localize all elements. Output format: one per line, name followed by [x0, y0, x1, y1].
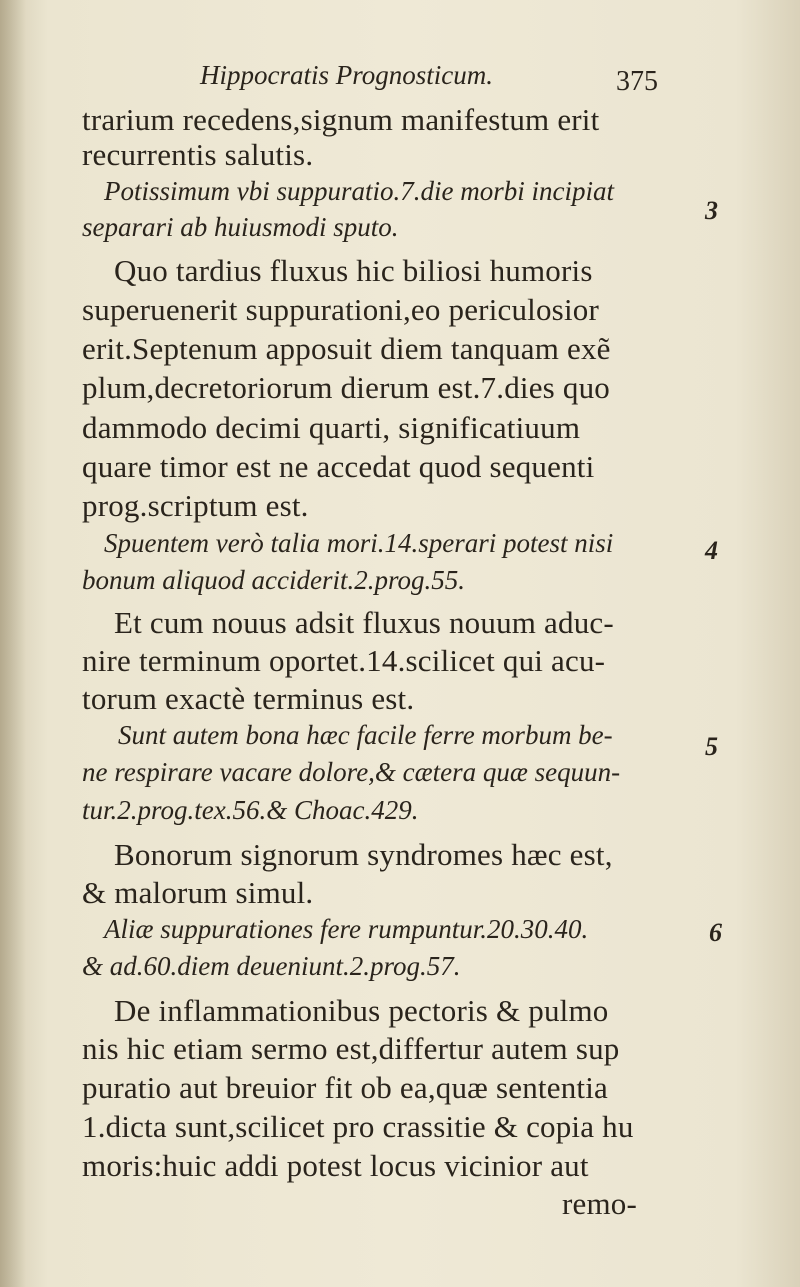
margin-note-number: 5: [705, 732, 718, 761]
margin-note-number: 4: [705, 536, 718, 565]
text-line: & malorum simul.: [82, 875, 314, 910]
text-line: De inflammationibus pectoris & pulmo: [114, 993, 609, 1028]
rubric-line: Spuentem verò talia mori.14.sperari potest nisi: [104, 528, 614, 558]
text-line: torum exactè terminus est.: [82, 681, 415, 716]
text-line: superuenerit suppurationi,eo periculosior: [82, 292, 599, 327]
page-gutter-shadow: [0, 0, 26, 1287]
text-line: nis hic etiam sermo est,differtur autem sup: [82, 1031, 620, 1066]
rubric-line: separari ab huiusmodi sputo.: [82, 212, 399, 242]
rubric-line: Potissimum vbi suppuratio.7.die morbi incipiat: [104, 176, 614, 206]
text-line: trarium recedens,signum manifestum erit: [82, 102, 600, 137]
page-number: 375: [616, 66, 658, 97]
rubric-line: tur.2.prog.tex.56.& Choac.429.: [82, 795, 419, 825]
text-line: puratio aut breuior fit ob ea,quæ sententia: [82, 1070, 608, 1105]
text-line: quare timor est ne accedat quod sequenti: [82, 449, 595, 484]
text-line: nire terminum oportet.14.scilicet qui acu-: [82, 643, 606, 678]
text-line: erit.Septenum apposuit diem tanquam exẽ: [82, 331, 611, 366]
rubric-line: bonum aliquod acciderit.2.prog.55.: [82, 565, 465, 595]
rubric-line: Sunt autem bona hæc facile ferre morbum be-: [118, 720, 613, 750]
text-line: dammodo decimi quarti, significatiuum: [82, 410, 581, 445]
text-line: 1.dicta sunt,scilicet pro crassitie & copia hu: [82, 1109, 634, 1144]
rubric-line: Aliæ suppurationes fere rumpuntur.20.30.40.: [104, 914, 589, 944]
margin-note-number: 3: [705, 196, 718, 225]
text-line: moris:huic addi potest locus vicinior aut: [82, 1148, 589, 1183]
text-line: prog.scriptum est.: [82, 488, 309, 523]
margin-note-number: 6: [709, 918, 722, 947]
text-line: recurrentis salutis.: [82, 137, 314, 172]
text-line: plum,decretoriorum dierum est.7.dies quo: [82, 370, 610, 405]
rubric-line: ne respirare vacare dolore,& cætera quæ sequun-: [82, 757, 621, 787]
running-header: Hippocratis Prognosticum.: [200, 60, 493, 90]
text-line: Bonorum signorum syndromes hæc est,: [114, 837, 613, 872]
rubric-line: & ad.60.diem deueniunt.2.prog.57.: [82, 951, 461, 981]
text-line: Et cum nouus adsit fluxus nouum aduc-: [114, 605, 614, 640]
text-line: Quo tardius fluxus hic biliosi humoris: [114, 253, 593, 288]
catchword: remo-: [562, 1186, 638, 1221]
